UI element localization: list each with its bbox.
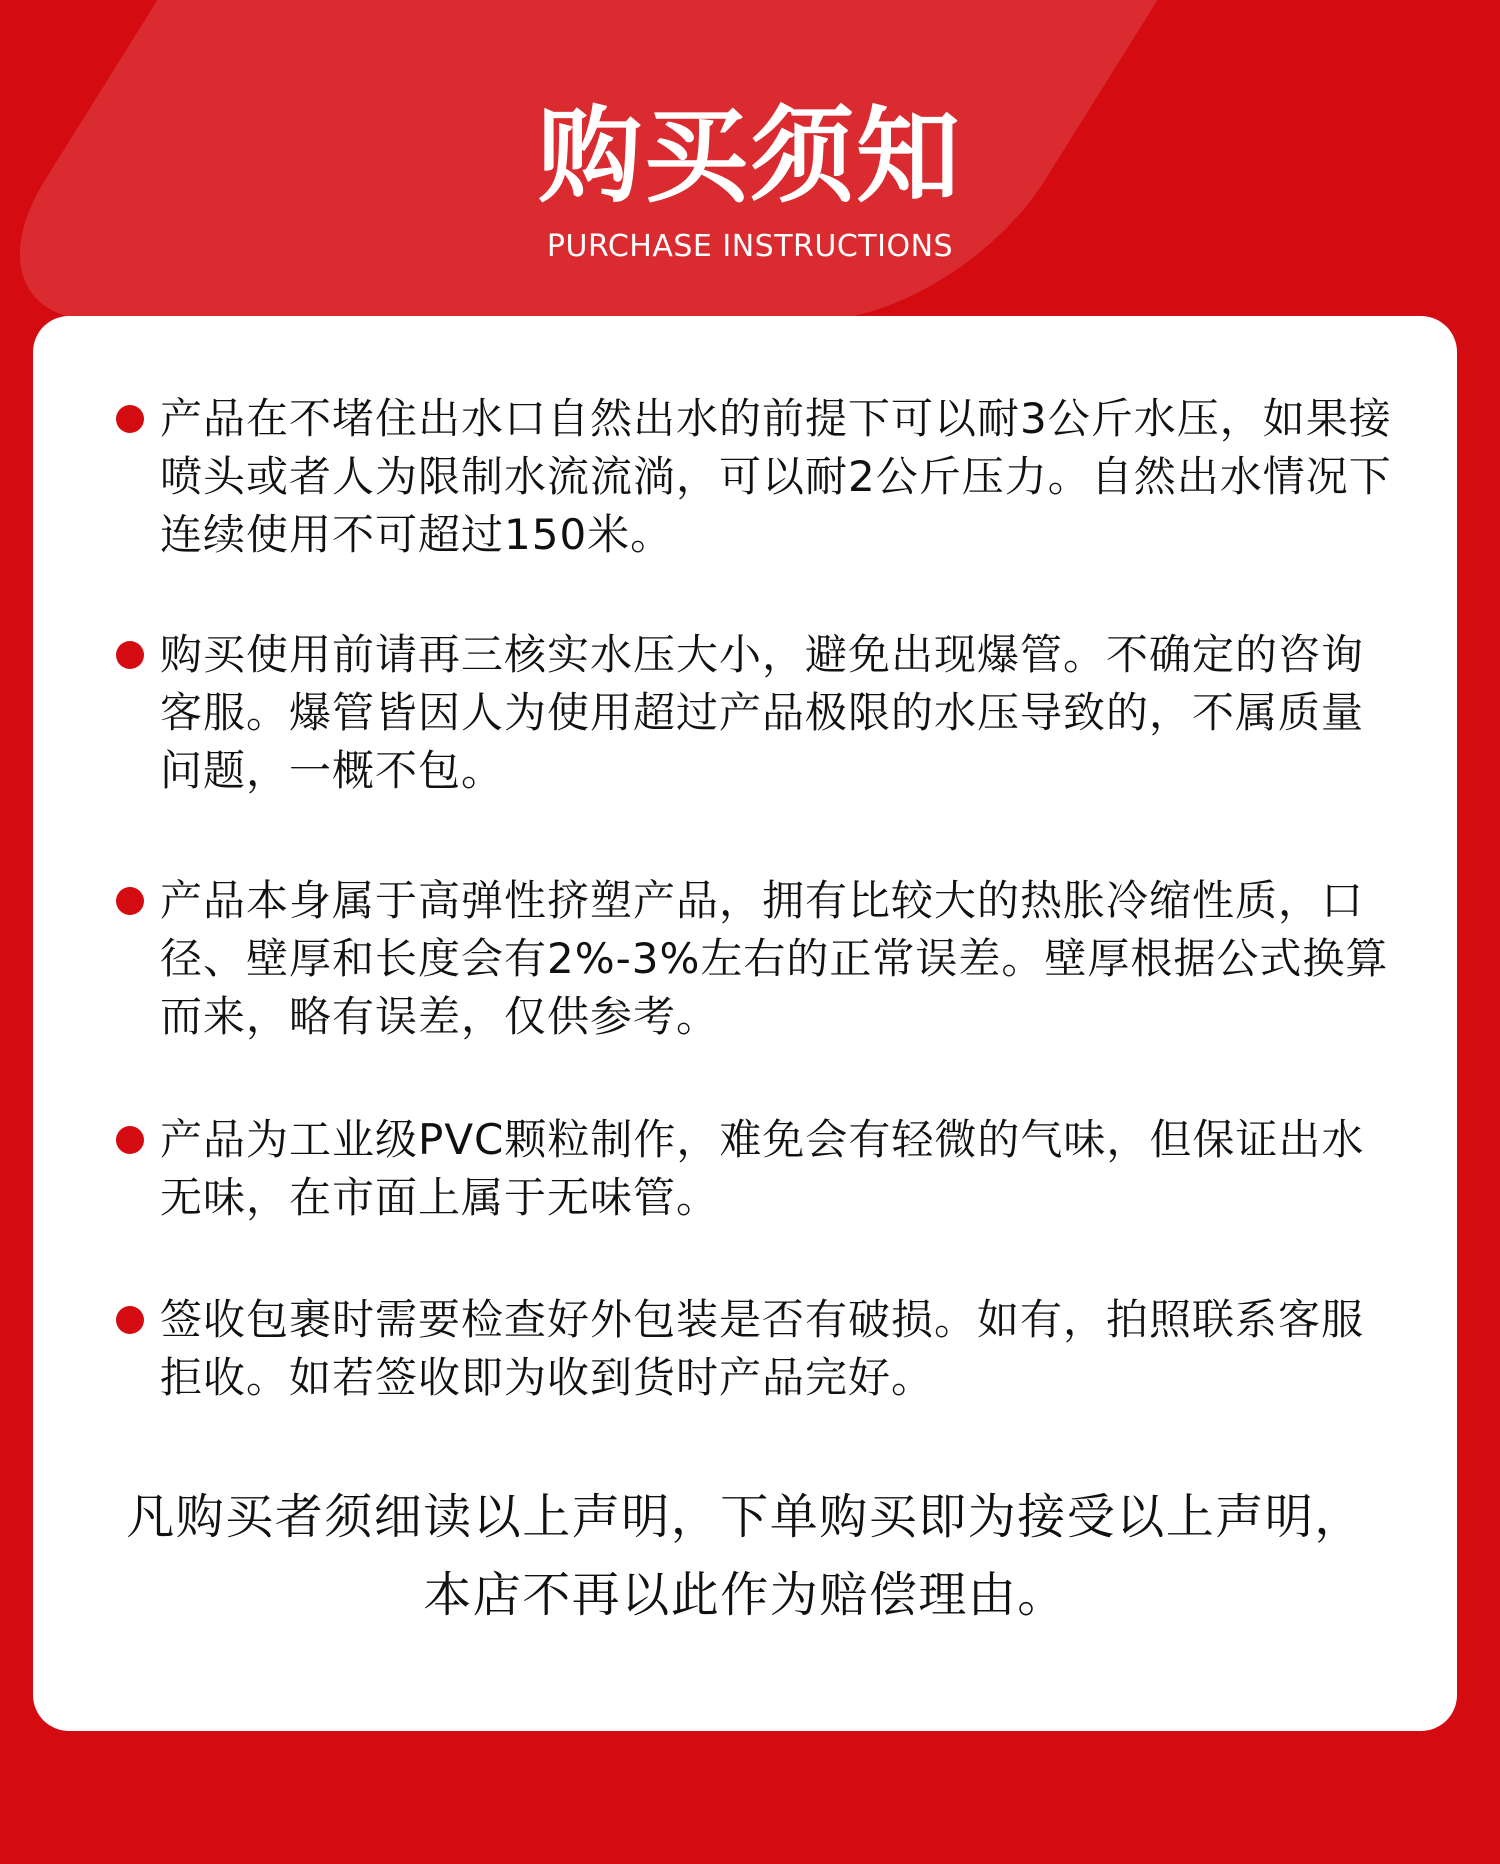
bullet-dot-icon xyxy=(116,1126,144,1154)
bullet-dot-icon xyxy=(116,641,144,669)
instruction-text: 产品本身属于高弹性挤塑产品，拥有比较大的热胀冷缩性质，口径、壁厚和长度会有2%-3%左右的正常误差。壁厚根据公式换算而来，略有误差，仅供参考。 xyxy=(160,876,1389,1041)
instruction-text: 签收包裹时需要检查好外包装是否有破损。如有，拍照联系客服拒收。如若签收即为收到货时产品完好。 xyxy=(160,1295,1365,1402)
bullet-dot-icon xyxy=(116,887,144,915)
disclaimer-statement: 凡购买者须细读以上声明，下单购买即为接受以上声明，本店不再以此作为赔偿理由。 xyxy=(126,1489,1364,1623)
bullet-dot-icon xyxy=(116,405,144,433)
instruction-text: 产品为工业级PVC颗粒制作，难免会有轻微的气味，但保证出水无味，在市面上属于无味管。 xyxy=(160,1115,1365,1222)
instruction-text: 产品在不堵住出水口自然出水的前提下可以耐3公斤水压，如果接喷头或者人为限制水流流淌，可以耐2公斤压力。自然出水情况下连续使用不可超过150米。 xyxy=(160,394,1392,559)
instruction-text: 购买使用前请再三核实水压大小，避免出现爆管。不确定的咨询客服。爆管皆因人为使用超过产品极限的水压导致的，不属质量问题，一概不包。 xyxy=(160,630,1365,795)
header xyxy=(0,0,1500,316)
page-title: 购买须知 xyxy=(537,95,962,217)
instructions-card xyxy=(33,316,1457,1731)
page-subtitle: PURCHASE INSTRUCTIONS xyxy=(546,229,954,264)
bullet-dot-icon xyxy=(116,1306,144,1334)
